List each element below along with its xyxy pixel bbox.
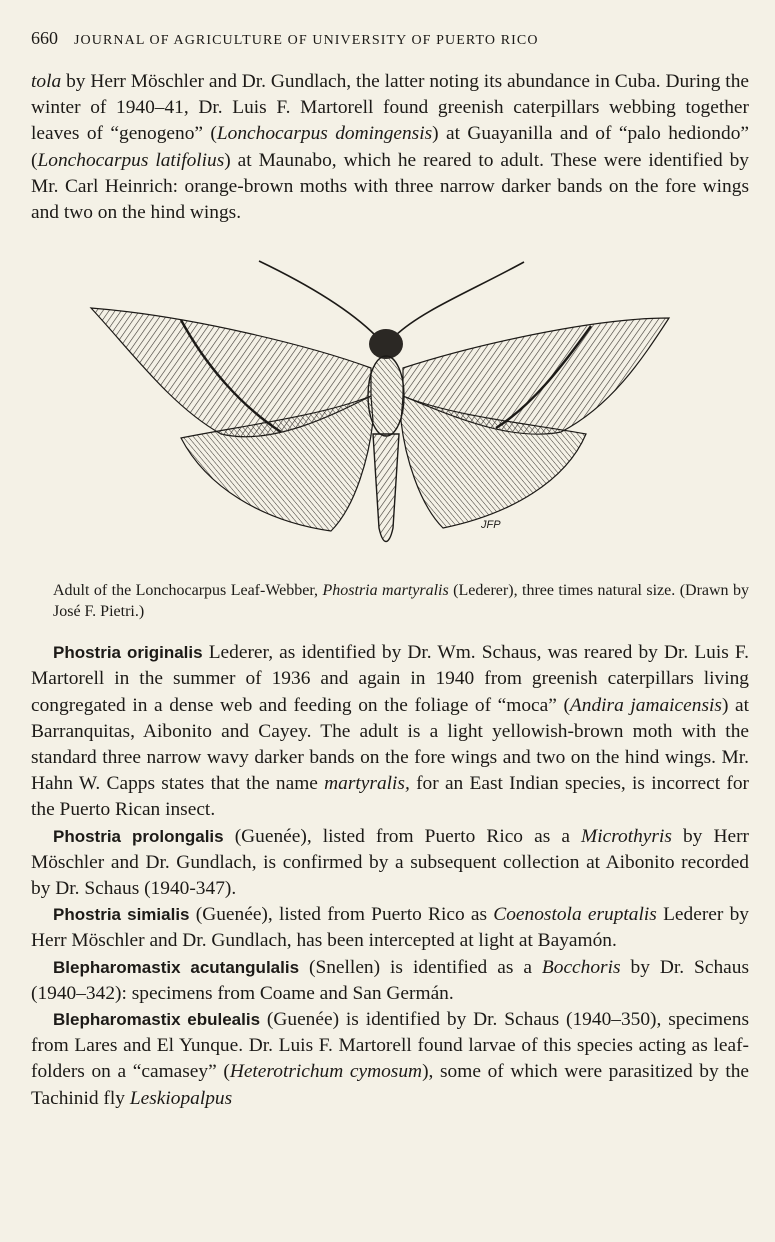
entry-text: by Herr Möschler and Dr. Gundlach, is confirmed by a subsequent collection at Aibonito recorded by Dr. Schaus (1940-347). xyxy=(31,825,749,900)
moth-illustration xyxy=(31,256,749,574)
entry-text: (Guenée), listed from Puerto Rico as xyxy=(189,904,494,926)
entry-text: for an East Indian species, is incorrect for the Puerto Rican insect. xyxy=(31,773,750,821)
entry-text: Lederer by Herr Möschler and Dr. Gundlach, has been intercepted at light at Bayamón. xyxy=(31,904,749,952)
entry-phostria-simialis xyxy=(31,902,749,954)
entry-text: ) at Barranquitas, Aibonito and Cayey. The adult is a light yellowish-brown moth with the standard three narrow wavy darker bands on the fore wings and two on the hind wings. Mr. Hahn W. Capps states that the name xyxy=(31,694,749,795)
journal-title: JOURNAL OF AGRICULTURE OF UNIVERSITY OF PUERTO RICO xyxy=(74,33,539,48)
entry-text: Lederer, as identified by Dr. Wm. Schaus, was reared by Dr. Luis F. Martorell in the summer of 1936 and again in 1940 from greenish caterpillars living congregated in a dense web and feeding on the foliage of “moca” ( xyxy=(31,642,749,716)
page-number: 660 xyxy=(31,28,58,48)
species-name: Phostria simialis xyxy=(53,905,190,925)
intro-text-3: ) at Maunabo, which he reared to adult. These were identified by Mr. Carl Heinrich: orange-brown moths with three narrow darker bands on the fore wings and two on the hind wings. xyxy=(31,149,749,224)
caption-suffix: (Lederer), three times natural size. (Drawn by José F. Pietri.) xyxy=(53,582,750,621)
intro-text-1: by Herr Möschler and Dr. Gundlach, the latter noting its abundance in Cuba. During the winter of 1940–41, Dr. Luis F. Martorell found greenish caterpillars webbing together leaves of “genogeno” ( xyxy=(31,71,749,145)
running-header xyxy=(31,28,749,49)
caption-species: Phostria martyralis xyxy=(322,582,449,600)
left-antenna xyxy=(259,261,376,336)
intro-italic-3: Lonchocarpus latifolius xyxy=(37,149,225,171)
moth-thorax xyxy=(368,356,404,436)
entry-italic: Andira jamaicensis xyxy=(569,694,722,716)
entry-blepharomastix-ebulealis xyxy=(31,1007,749,1112)
entry-text: (Snellen) is identified as a xyxy=(299,956,542,978)
intro-paragraph xyxy=(31,69,749,226)
entry-italic: Bocchoris xyxy=(541,956,621,978)
entry-italic: Heterotrichum cymosum xyxy=(229,1061,423,1083)
entry-text: (Guenée), listed from Puerto Rico as a xyxy=(223,825,582,847)
entry-text: ), some of which were parasitized by the Tachinid fly xyxy=(31,1061,750,1109)
entry-italic: Leskiopalpus xyxy=(129,1087,233,1109)
species-name: Blepharomastix ebulealis xyxy=(53,1010,261,1030)
entry-italic: Microthyris xyxy=(581,825,672,847)
moth-head xyxy=(369,329,403,359)
intro-italic-1: tola xyxy=(31,71,62,92)
entry-italic: martyralis, xyxy=(324,773,410,795)
species-name: Blepharomastix acutangulalis xyxy=(53,957,300,977)
intro-text-2: ) at Guayanilla and of “palo hediondo” ( xyxy=(31,123,749,171)
moth-abdomen xyxy=(373,434,399,542)
entry-blepharomastix-acutangulalis xyxy=(31,955,749,1007)
entry-phostria-originalis xyxy=(31,640,749,823)
moth-figure xyxy=(31,256,749,574)
right-antenna xyxy=(395,262,524,336)
caption-prefix: Adult of the Lonchocarpus Leaf-Webber, xyxy=(53,582,323,600)
intro-italic-2: Lonchocarpus domingensis xyxy=(216,123,433,145)
species-entries xyxy=(31,640,749,1112)
entry-phostria-prolongalis xyxy=(31,824,749,903)
species-name: Phostria prolongalis xyxy=(53,826,224,846)
entry-text: (Guenée) is identified by Dr. Schaus (1940–350), specimens from Lares and El Yunque. Dr. Luis F. Martorell found larvae of this species acting as leaf-folders on a “camasey” ( xyxy=(31,1009,749,1083)
journal-page xyxy=(31,28,749,1112)
species-name: Phostria originalis xyxy=(53,643,203,663)
entry-italic: Coenostola eruptalis xyxy=(493,904,657,926)
artist-initials: JFP xyxy=(481,519,501,532)
entry-text: by Dr. Schaus (1940–342): specimens from Coame and San Germán. xyxy=(31,956,749,1004)
figure-caption xyxy=(53,580,749,622)
